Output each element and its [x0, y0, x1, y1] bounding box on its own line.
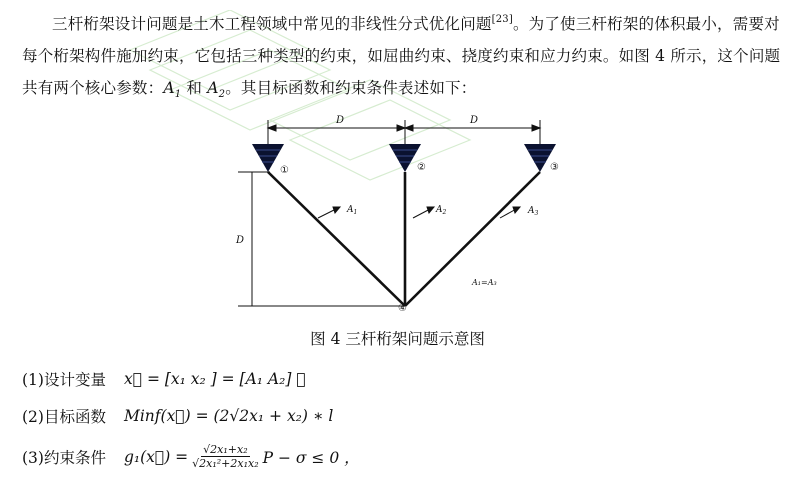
- equation-constraint: [22, 443, 360, 470]
- paragraph-text-1: 三杆桁架设计问题是土木工程领域中常见的非线性分式优化问题: [52, 15, 492, 33]
- equation-objective: [22, 405, 333, 427]
- eq2-tag: (2)目标函数: [22, 408, 106, 426]
- eq1-body: x⃗ = [x₁ x₂ ] = [A₁ A₂] ，: [123, 370, 306, 388]
- node-3-label: ③: [550, 162, 559, 173]
- paragraph-and: 和: [181, 79, 208, 97]
- dim-label-top-right: D: [470, 115, 479, 126]
- bar-1: [268, 172, 405, 306]
- truss-bars: [268, 172, 540, 306]
- paragraph-text-3: 。其目标函数和约束条件表述如下：: [225, 79, 477, 97]
- node-2-label: ②: [417, 162, 426, 173]
- eq3-denominator: √2x₁²+2x₁x₂: [192, 457, 259, 470]
- eq3-fraction: [190, 443, 260, 470]
- eq3-tag: (3)约束条件: [22, 448, 106, 467]
- truss-figure: [0, 110, 795, 320]
- dimension-top: [268, 120, 540, 148]
- eq3-numerator: √2x₁+x₂: [203, 443, 248, 456]
- node-4-label: ④: [398, 303, 407, 314]
- intro-paragraph: [22, 4, 782, 111]
- eq2-body: Minf(x⃗) = (2√2x₁ + x₂) ∗ l: [123, 407, 334, 425]
- dim-label-left: D: [236, 235, 245, 246]
- area-label-a3: $A_3$: [528, 206, 539, 217]
- equal-area-label: A₁=A₃: [472, 278, 497, 287]
- dim-label-top-left: D: [336, 115, 345, 126]
- var-a1: $A_1$: [163, 79, 182, 101]
- equation-design-variables: [22, 368, 306, 390]
- eq3-tail: P − σ ≤ 0 ，: [262, 448, 360, 467]
- figure-caption: 图 4 三杆桁架问题示意图: [310, 330, 485, 348]
- area-label-a2: $A_2$: [436, 205, 447, 216]
- eq1-tag: (1)设计变量: [22, 371, 106, 389]
- dimension-left: [238, 172, 405, 306]
- node-1-label: ①: [280, 165, 289, 176]
- eq3-lhs: g₁(x⃗) =: [123, 447, 189, 466]
- citation[interactable]: [23]: [491, 14, 513, 25]
- var-a2: $A_2$: [207, 79, 226, 101]
- paragraph-text-2: 。为了使三杆桁架的体积最小，需要对每个桁架构件施加约束，它包括三种类型的约束，如屈曲约束、挠度约束和应力约束。如图 4 所示，这个问题共有两个核心参数：: [22, 15, 781, 97]
- truss-diagram: [0, 110, 795, 320]
- area-label-a1: $A_1$: [347, 205, 358, 216]
